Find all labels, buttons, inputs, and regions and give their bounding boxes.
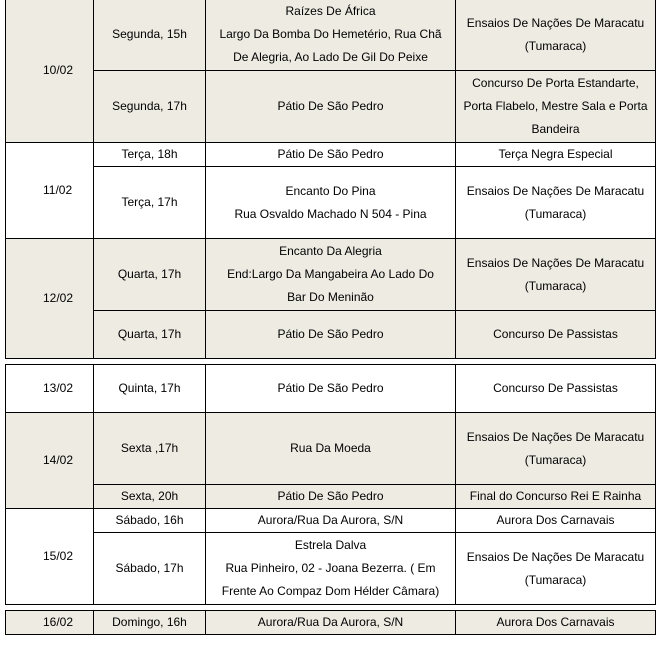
event-cell	[456, 611, 656, 635]
event-line: Ensaios De Nações De Maracatu	[466, 549, 645, 564]
schedule-row	[6, 509, 656, 533]
place-cell	[206, 533, 456, 605]
schedule-row	[6, 239, 656, 311]
day-text: Sexta, 20h	[120, 489, 179, 503]
event-line: (Tumaraca)	[524, 206, 587, 221]
day-text: Quinta, 17h	[118, 381, 181, 395]
place-line: Pátio De São Pedro	[277, 147, 384, 161]
day-cell	[94, 413, 206, 485]
place-line: Pátio De São Pedro	[277, 381, 384, 395]
event-line: Aurora Dos Carnavais	[496, 615, 615, 629]
event-line: (Tumaraca)	[524, 572, 587, 587]
day-text: Segunda, 17h	[112, 99, 187, 113]
day-cell	[94, 143, 206, 167]
schedule-row	[6, 365, 656, 413]
event-line: Ensaios De Nações De Maracatu	[466, 255, 645, 270]
event-cell	[456, 71, 656, 143]
day-text: Segunda, 15h	[112, 27, 187, 41]
date-label: 10/02	[43, 63, 74, 77]
event-line: Concurso De Passistas	[493, 327, 618, 341]
date-label: 11/02	[43, 183, 73, 197]
place-line: Aurora/Rua Da Aurora, S/N	[257, 615, 404, 629]
day-cell	[94, 311, 206, 359]
event-cell	[456, 311, 656, 359]
day-text: Sábado, 17h	[115, 561, 184, 575]
day-text: Terça, 18h	[121, 147, 178, 161]
place-cell	[206, 239, 456, 311]
place-line: Aurora/Rua Da Aurora, S/N	[257, 513, 404, 527]
place-cell	[206, 509, 456, 533]
date-cell	[6, 509, 94, 605]
place-line: Rua Pinheiro, 02 - Joana Bezerra. ( Em	[225, 561, 436, 575]
event-line: Ensaios De Nações De Maracatu	[466, 429, 645, 444]
event-line: Ensaios De Nações De Maracatu	[466, 183, 645, 198]
place-line: Raízes De África	[285, 4, 376, 18]
schedule-row	[6, 0, 656, 71]
place-line: Largo Da Bomba Do Hemetério, Rua Chã	[219, 27, 442, 41]
day-cell	[94, 611, 206, 635]
event-cell	[456, 143, 656, 167]
event-cell	[456, 485, 656, 509]
event-line: Ensaios De Nações De Maracatu	[466, 15, 645, 30]
event-cell	[456, 533, 656, 605]
date-label: 13/02	[43, 381, 74, 395]
place-cell	[206, 611, 456, 635]
day-cell	[94, 509, 206, 533]
date-label: 14/02	[43, 453, 74, 467]
event-cell	[456, 239, 656, 311]
day-text: Terça, 17h	[121, 195, 178, 209]
event-line: Aurora Dos Carnavais	[496, 513, 615, 527]
date-label: 12/02	[43, 291, 74, 305]
place-line: Encanto Do Pina	[285, 183, 376, 198]
place-line: Pátio De São Pedro	[277, 489, 384, 503]
place-cell	[206, 365, 456, 413]
event-line: Concurso De Passistas	[493, 381, 618, 395]
event-cell	[456, 365, 656, 413]
event-cell	[456, 509, 656, 533]
event-line: Concurso De Porta Estandarte,	[472, 76, 639, 90]
schedule-row	[6, 167, 656, 239]
place-cell	[206, 485, 456, 509]
place-line: Estrela Dalva	[294, 538, 367, 552]
place-line: Frente Ao Compaz Dom Hélder Câmara)	[221, 584, 440, 598]
schedule-body	[6, 0, 656, 635]
event-line: Bandeira	[531, 122, 580, 136]
place-cell	[206, 0, 456, 71]
event-line: Final do Concurso Rei E Rainha	[469, 489, 642, 503]
place-line: End:Largo Da Mangabeira Ao Lado Do	[227, 267, 434, 281]
date-cell	[6, 365, 94, 413]
date-cell	[6, 239, 94, 359]
day-cell	[94, 533, 206, 605]
day-cell	[94, 485, 206, 509]
place-line: De Alegria, Ao Lado De Gil Do Peixe	[233, 50, 428, 64]
day-text: Sexta ,17h	[120, 441, 179, 455]
place-line: Pátio De São Pedro	[277, 327, 384, 341]
schedule-row	[6, 485, 656, 509]
event-line: (Tumaraca)	[524, 452, 587, 467]
place-cell	[206, 71, 456, 143]
place-cell	[206, 167, 456, 239]
day-text: Sábado, 16h	[115, 513, 184, 527]
day-cell	[94, 239, 206, 311]
day-cell	[94, 0, 206, 71]
schedule-row	[6, 413, 656, 485]
place-line: Pátio De São Pedro	[277, 99, 384, 113]
day-cell	[94, 71, 206, 143]
event-line: (Tumaraca)	[524, 278, 587, 293]
schedule-row	[6, 533, 656, 605]
place-line: Rua Da Moeda	[290, 441, 371, 455]
day-cell	[94, 365, 206, 413]
date-cell	[6, 0, 94, 143]
day-cell	[94, 167, 206, 239]
date-cell	[6, 143, 94, 239]
date-label: 15/02	[43, 549, 74, 563]
schedule-row	[6, 611, 656, 635]
date-cell	[6, 413, 94, 509]
date-cell	[6, 611, 94, 635]
schedule-row	[6, 71, 656, 143]
event-cell	[456, 167, 656, 239]
event-line: Porta Flabelo, Mestre Sala e Porta	[463, 99, 648, 113]
place-line: Bar Do Meninão	[287, 290, 374, 304]
place-cell	[206, 311, 456, 359]
event-cell	[456, 0, 656, 71]
schedule-row	[6, 311, 656, 359]
place-line: Rua Osvaldo Machado N 504 - Pina	[234, 206, 427, 221]
place-cell	[206, 143, 456, 167]
day-text: Quarta, 17h	[117, 267, 182, 281]
day-text: Quarta, 17h	[117, 327, 182, 341]
date-label: 16/02	[43, 615, 74, 629]
day-text: Domingo, 16h	[112, 615, 187, 629]
event-line: Terça Negra Especial	[498, 147, 613, 161]
schedule-row	[6, 143, 656, 167]
event-cell	[456, 413, 656, 485]
event-line: (Tumaraca)	[524, 38, 587, 53]
place-cell	[206, 413, 456, 485]
place-line: Encanto Da Alegria	[279, 244, 382, 258]
schedule-table	[5, 0, 656, 635]
